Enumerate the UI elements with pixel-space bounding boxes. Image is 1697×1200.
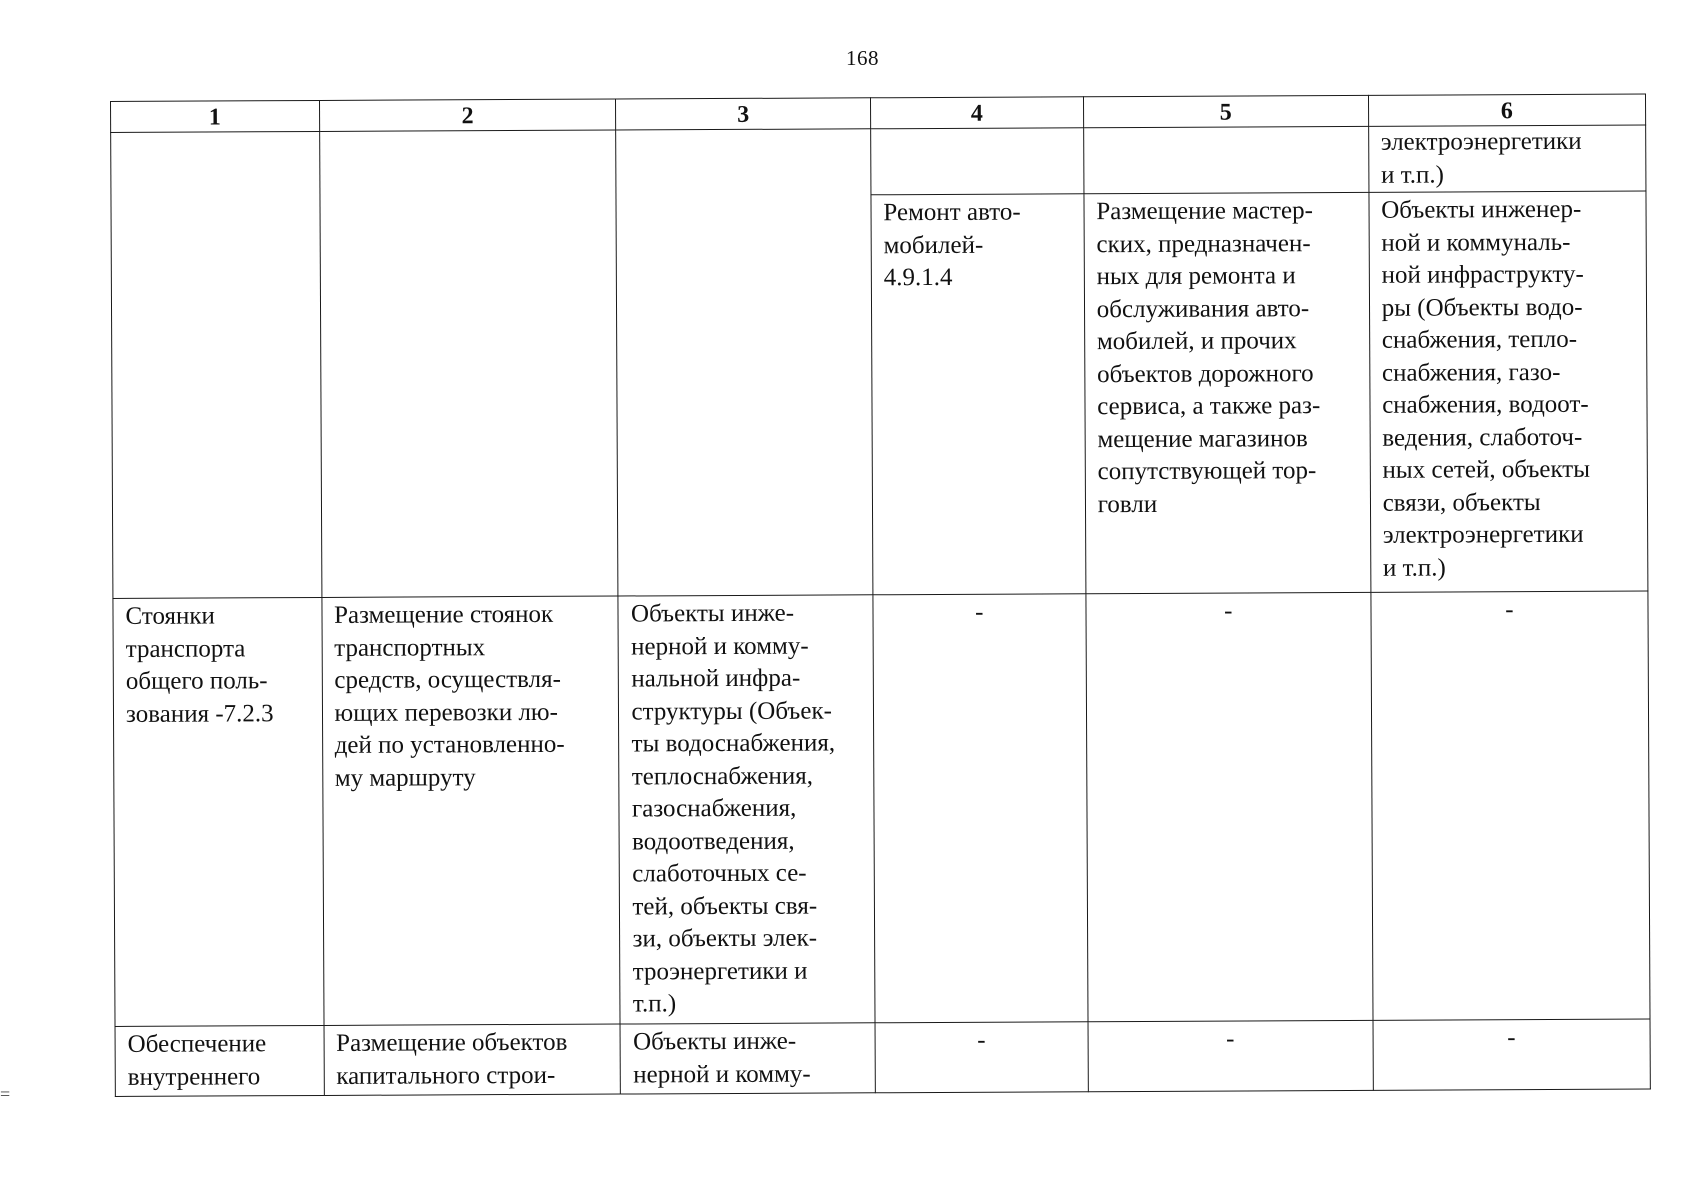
cell-use-description: Размещение стоянок транспортных средств, осуществля- ющих перевозки лю- дей по установленно- му маршруту [321, 596, 620, 1025]
table-row-internal-security [115, 1019, 1650, 1097]
header-cell-2: 2 [319, 99, 616, 131]
cell-empty-col2 [319, 130, 618, 597]
header-cell-4: 4 [870, 97, 1083, 129]
cell-continued-text: электроэнергетики и т.п.) [1368, 125, 1646, 192]
cell-empty-col1 [111, 131, 322, 598]
header-cell-6: 6 [1368, 94, 1645, 126]
cell-dash: - [875, 1022, 1088, 1093]
cell-dash: - [1086, 592, 1373, 1021]
cell-permitted-objects: Объекты инже- нерной и комму- [620, 1023, 875, 1094]
table-row-parking [113, 591, 1650, 1026]
page-number: 168 [846, 46, 879, 70]
land-use-table [110, 93, 1651, 1096]
header-cell-3: 3 [616, 98, 871, 130]
header-cell-5: 5 [1083, 95, 1368, 127]
cell-use-description: Размещение объектов капитального строи- [324, 1024, 621, 1095]
cell-dash: - [873, 594, 1088, 1023]
cell-empty-col5 [1083, 126, 1368, 193]
cell-empty-col3 [616, 129, 873, 596]
cell-permitted-objects: Объекты инженер- ной и коммуналь- ной инфраструкту- ры (Объекты водо- снабжения, тепло- снабжения, газо- снабжения, водоот- ведения, слаботоч- ных сетей, объекты связи, объекты электроэнергетики и т.п.) [1369, 191, 1648, 592]
cell-permitted-objects: Объекты инже- нерной и комму- нальной инфра- структуры (Объек- ты водоснабжения, теплоснабжения, газоснабжения, водоотведения, слаботочных се- тей, объекты свя- зи, объекты элек- троэнергетики и т.п.) [618, 595, 874, 1024]
margin-mark: = [0, 1084, 11, 1104]
cell-dash: - [1373, 1019, 1651, 1090]
cell-use-type: Стоянки транспорта общего поль- зования -7.2.3 [113, 597, 324, 1026]
cell-use-description: Размещение мастер- ских, предназначен- ных для ремонта и обслуживания авто- мобилей, и прочих объектов дорожного сервиса, а также раз- мещение магазинов сопутствующей тор- говли [1084, 192, 1371, 593]
cell-use-type: Ремонт авто- мобилей- 4.9.1.4 [871, 194, 1086, 595]
cell-use-type: Обеспечение внутреннего [115, 1025, 324, 1096]
table-row-continuation [111, 125, 1646, 199]
cell-dash: - [1088, 1020, 1373, 1091]
cell-empty-col4 [870, 128, 1083, 195]
header-cell-1: 1 [111, 100, 320, 132]
cell-dash: - [1371, 591, 1650, 1020]
